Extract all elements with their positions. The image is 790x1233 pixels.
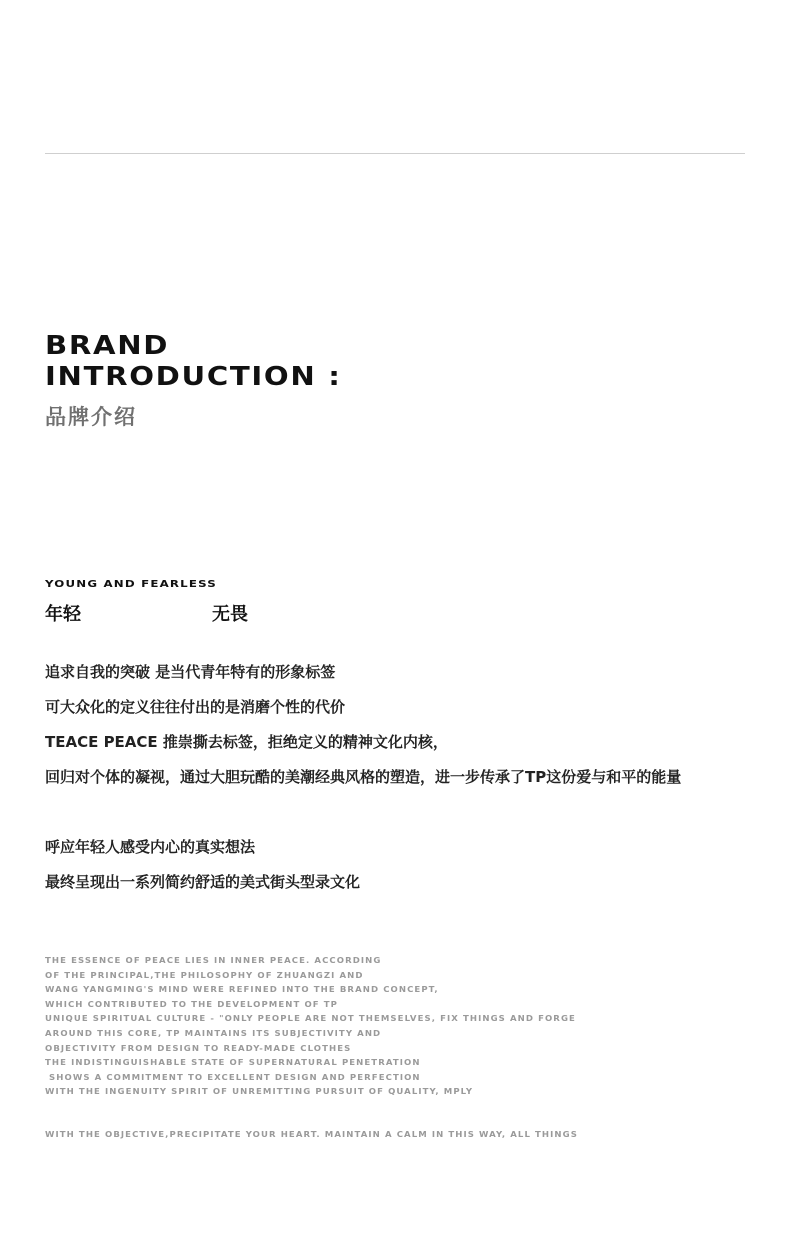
chinese-paragraph-1 xyxy=(45,662,681,802)
english-description xyxy=(45,953,576,1099)
english-line: WANG YANGMING'S MIND WERE REFINED INTO THE BRAND CONCEPT, xyxy=(45,984,439,995)
english-line: WHICH CONTRIBUTED TO THE DEVELOPMENT OF TP xyxy=(45,998,338,1009)
chinese-paragraph-2 xyxy=(45,837,360,907)
english-line: WITH THE INGENUITY SPIRIT OF UNREMITTING PURSUIT OF QUALITY, MPLY xyxy=(45,1086,474,1097)
young-chinese: 年轻 xyxy=(45,604,81,625)
english-line: OBJECTIVITY FROM DESIGN TO READY-MADE CLOTHES xyxy=(45,1042,352,1053)
paragraph-line: 呼应年轻人感受内心的真实想法 xyxy=(45,838,256,856)
english-line: SHOWS A COMMITMENT TO EXCELLENT DESIGN AND PERFECTION xyxy=(45,1071,421,1082)
paragraph-line: TEACE PEACE 推崇撕去标签，拒绝定义的精神文化内核， xyxy=(45,733,448,751)
english-line: UNIQUE SPIRITUAL CULTURE - "ONLY PEOPLE ARE NOT THEMSELVES, FIX THINGS AND FORGE xyxy=(45,1013,576,1024)
young-fearless-label: YOUNG AND FEARLESS xyxy=(45,579,217,590)
english-line: THE INDISTINGUISHABLE STATE OF SUPERNATURAL PENETRATION xyxy=(45,1057,421,1068)
english-closing-line: WITH THE OBJECTIVE,PRECIPITATE YOUR HEART. MAINTAIN A CALM IN THIS WAY, ALL THINGS xyxy=(45,1129,578,1139)
paragraph-line: 最终呈现出一系列简约舒适的美式街头型录文化 xyxy=(45,873,361,891)
fearless-chinese: 无畏 xyxy=(212,604,248,625)
english-line: AROUND THIS CORE, TP MAINTAINS ITS SUBJECTIVITY AND xyxy=(45,1027,382,1038)
title-line-1: BRAND xyxy=(45,331,170,361)
paragraph-line: 回归对个体的凝视，通过大胆玩酷的美潮经典风格的塑造，进一步传承了TP这份爱与和平的能量 xyxy=(45,768,682,786)
paragraph-line: 追求自我的突破 是当代青年特有的形象标签 xyxy=(45,663,336,681)
english-line: THE ESSENCE OF PEACE LIES IN INNER PEACE. ACCORDING xyxy=(45,955,382,965)
brand-introduction-title xyxy=(45,331,342,393)
english-line: OF THE PRINCIPAL,THE PHILOSOPHY OF ZHUANGZI AND xyxy=(45,969,364,980)
paragraph-line: 可大众化的定义往往付出的是消磨个性的代价 xyxy=(45,698,346,716)
title-chinese: 品牌介绍 xyxy=(45,405,137,429)
top-divider xyxy=(45,153,745,154)
title-line-2: INTRODUCTION : xyxy=(45,362,342,392)
